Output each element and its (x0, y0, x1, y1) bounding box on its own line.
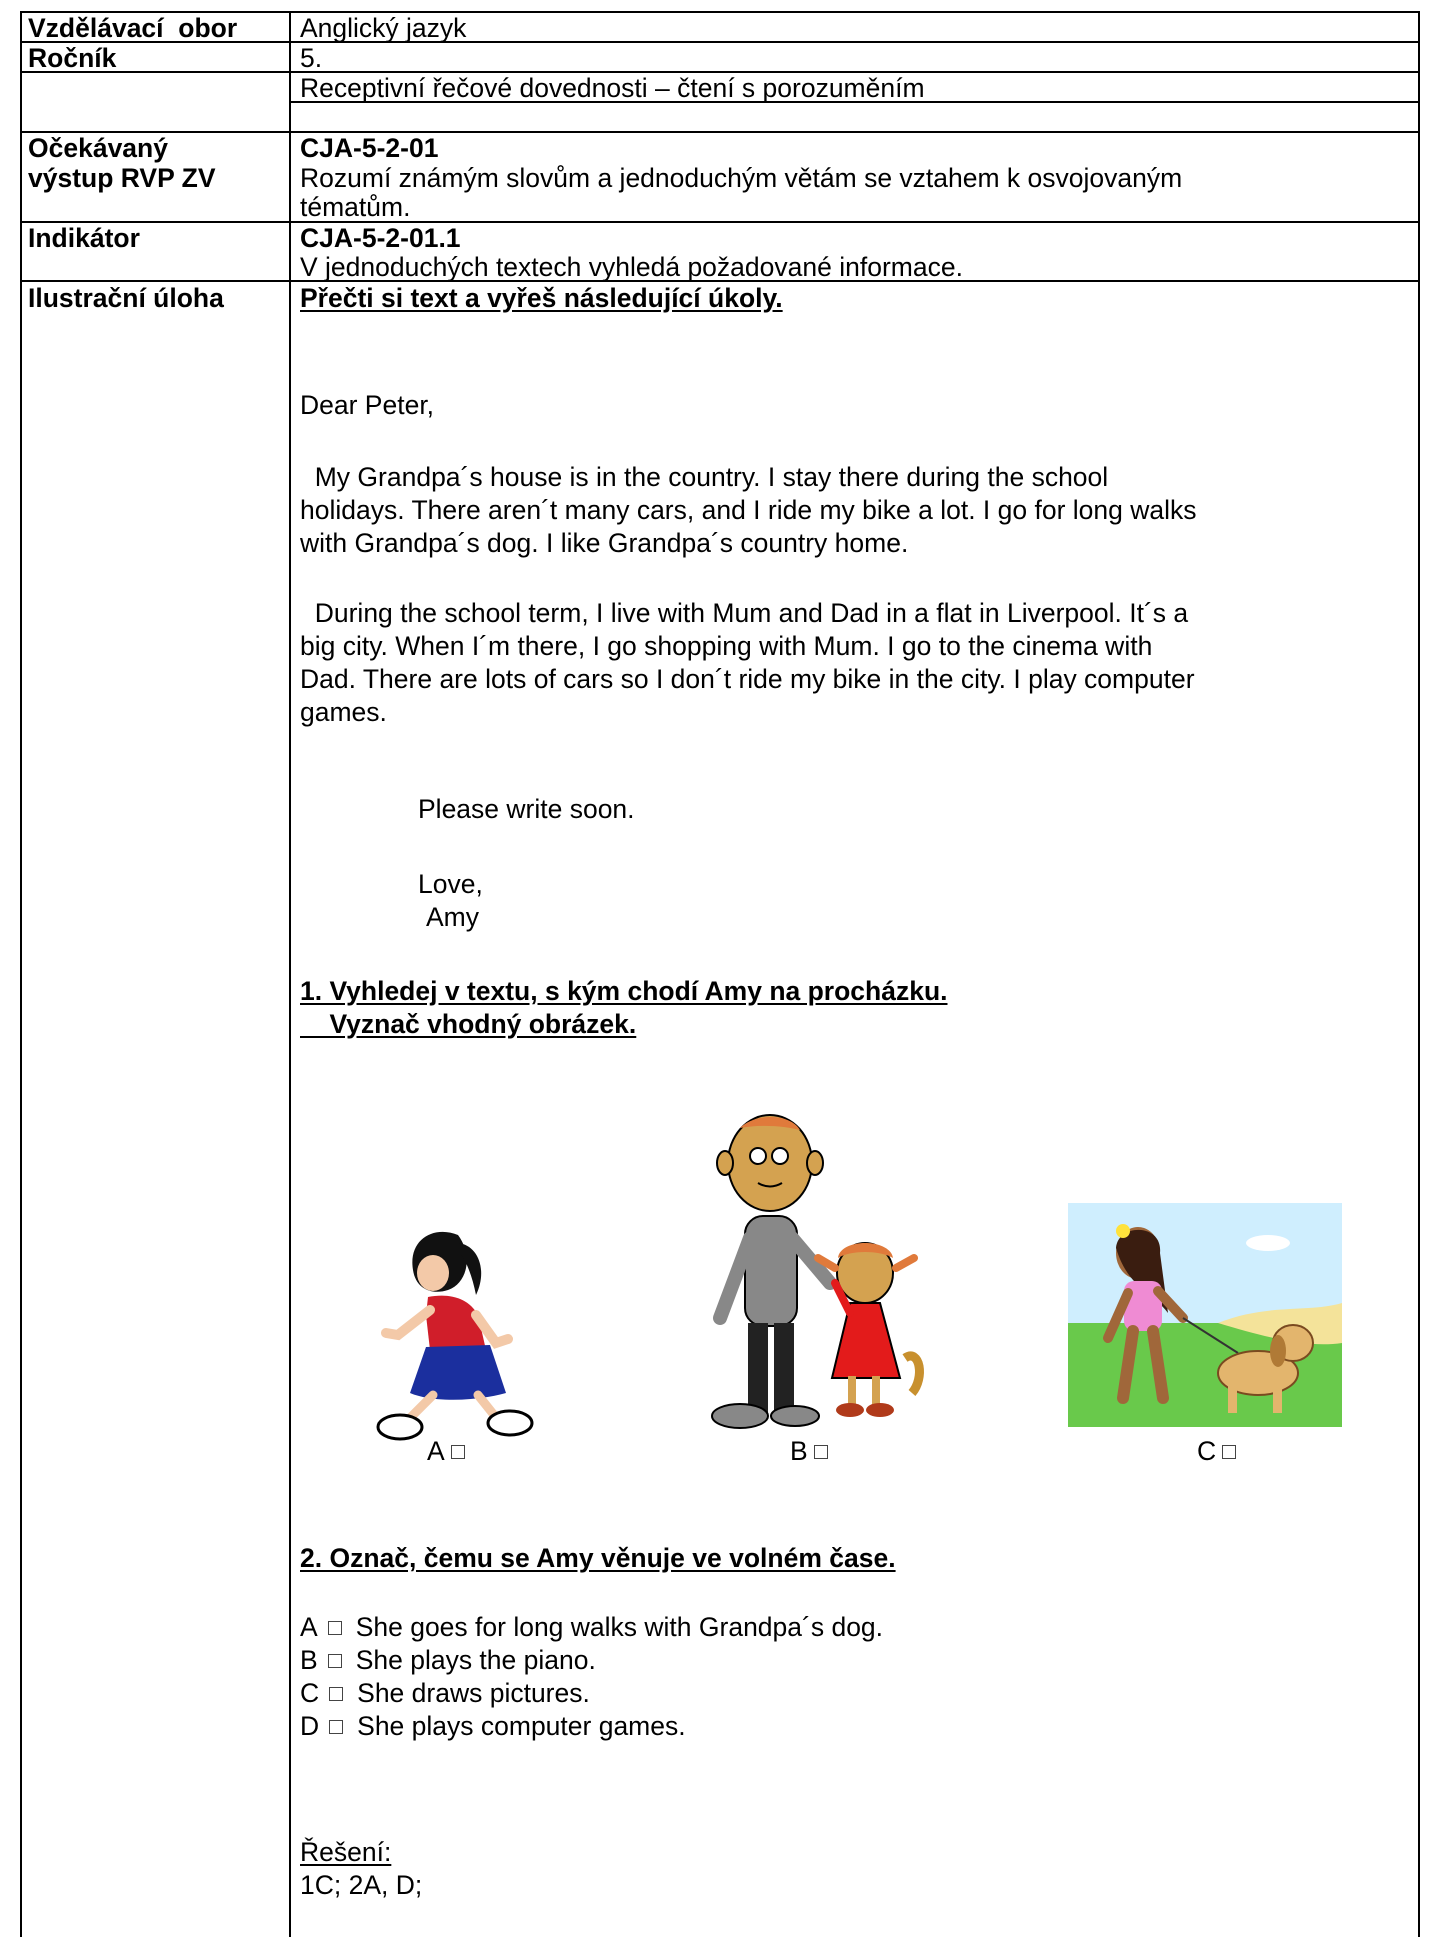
letter-p2-line3: Dad. There are lots of cars so I don´t ride my bike in the city. I play computer (300, 664, 1195, 694)
task-instruction: Přečti si text a vyřeš následující úkoly. (300, 283, 783, 313)
girl-walking-image (338, 1215, 568, 1445)
solution-value: 1C; 2A, D; (300, 1870, 423, 1900)
letter-closing: Please write soon. (418, 794, 635, 824)
skill-text: Receptivní řečové dovednosti – čtení s porozuměním (300, 73, 925, 103)
vystup-text-1: Rozumí známým slovům a jednoduchým větám se vztahem k osvojovaným (300, 163, 1183, 193)
vystup-label-1: Očekávaný (28, 133, 168, 163)
letter-p1-line3: with Grandpa´s dog. I like Grandpa´s country home. (300, 528, 909, 558)
q2-title: 2. Označ, čemu se Amy věnuje ve volném čase. (300, 1543, 896, 1573)
q2-option-b[interactable]: B She plays the piano. (300, 1645, 596, 1675)
uloha-label: Ilustrační úloha (28, 283, 224, 313)
letter-signature: Amy (426, 902, 479, 932)
grandpa-and-girl-image (700, 1108, 960, 1438)
obor-label: Vzdělávací obor (28, 13, 238, 43)
vystup-text-2: tématům. (300, 192, 411, 222)
q1-title: 1. Vyhledej v textu, s kým chodí Amy na procházku. (300, 976, 948, 1006)
girl-walking-dog-image (1068, 1203, 1342, 1427)
q2-option-d[interactable]: D She plays computer games. (300, 1711, 686, 1741)
q1-option-b[interactable]: B (790, 1436, 828, 1466)
letter-p1-line1: My Grandpa´s house is in the country. I stay there during the school (300, 462, 1109, 492)
letter-p2-line2: big city. When I´m there, I go shopping with Mum. I go to the cinema with (300, 631, 1153, 661)
letter-love: Love, (418, 869, 483, 899)
vystup-code: CJA-5-2-01 (300, 133, 439, 163)
letter-p2-line4: games. (300, 697, 387, 727)
rocnik-label: Ročník (28, 43, 117, 73)
q1-option-c[interactable]: C (1197, 1436, 1236, 1466)
indikator-code: CJA-5-2-01.1 (300, 223, 461, 253)
solution-label: Řešení: (300, 1837, 392, 1867)
indikator-label: Indikátor (28, 223, 140, 253)
letter-p1-line2: holidays. There aren´t many cars, and I ride my bike a lot. I go for long walks (300, 495, 1197, 525)
rocnik-value: 5. (300, 43, 323, 73)
letter-p2-line1: During the school term, I live with Mum and Dad in a flat in Liverpool. It´s a (300, 598, 1189, 628)
obor-value: Anglický jazyk (300, 13, 467, 43)
vystup-label-2: výstup RVP ZV (28, 163, 216, 193)
q2-option-c[interactable]: C She draws pictures. (300, 1678, 590, 1708)
q1-option-a[interactable]: A (427, 1436, 465, 1466)
letter-greeting: Dear Peter, (300, 390, 435, 420)
indikator-text: V jednoduchých textech vyhledá požadované informace. (300, 252, 963, 282)
q1-subtitle: Vyznač vhodný obrázek. (300, 1009, 637, 1039)
q2-option-a[interactable]: A She goes for long walks with Grandpa´s dog. (300, 1612, 884, 1642)
